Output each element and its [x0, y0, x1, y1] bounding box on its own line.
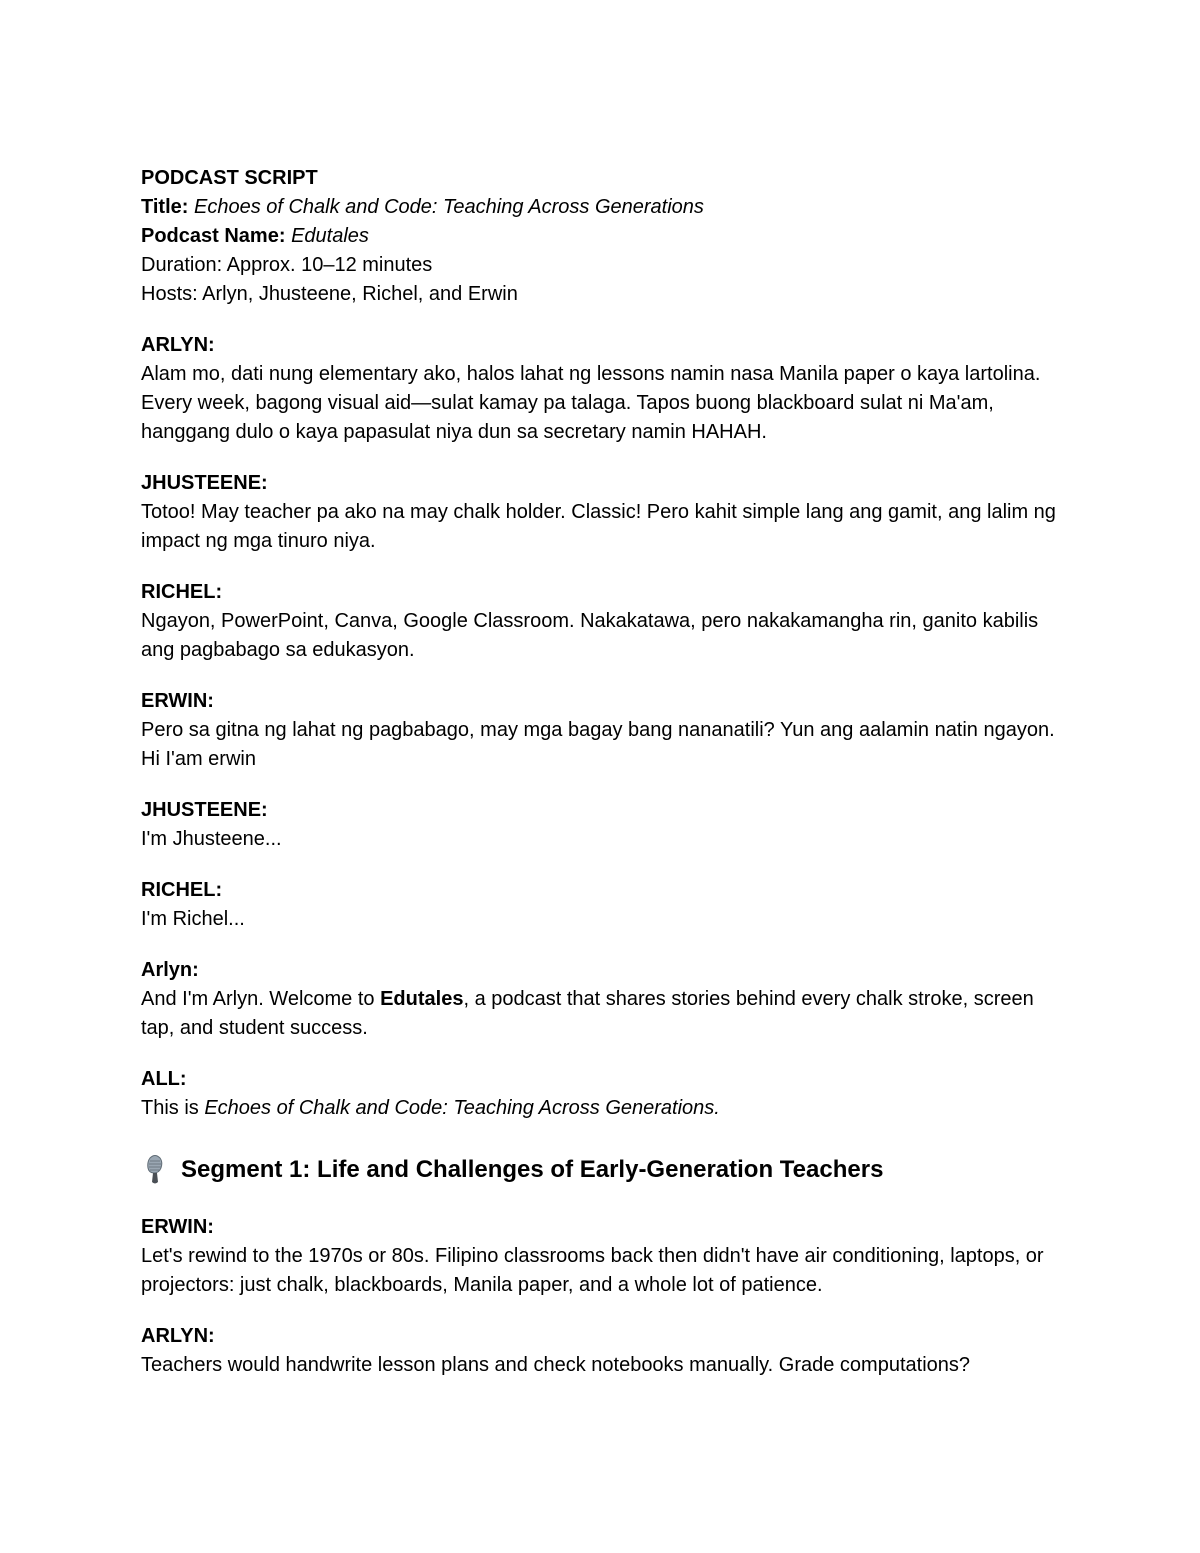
dialogue-block [141, 578, 1061, 665]
script-heading: PODCAST SCRIPT [141, 167, 318, 189]
dialogue-block [141, 796, 1061, 854]
segment-title: Segment 1: Life and Challenges of Early-Generation Teachers [181, 1156, 884, 1183]
speaker-label: RICHEL: [141, 581, 223, 603]
speech-text [141, 985, 1061, 1043]
speech-text-part: This is [141, 1097, 205, 1119]
speech-text [141, 1094, 1061, 1123]
podcast-name-line [141, 222, 1061, 251]
microphone-icon [141, 1154, 169, 1186]
dialogue-block [141, 687, 1061, 774]
speaker-label: JHUSTEENE: [141, 799, 268, 821]
dialogue-block [141, 331, 1061, 447]
speech-text: Pero sa gitna ng lahat ng pagbabago, may mga bagay bang nananatili? Yun ang aalamin natin ngayon. Hi I'am erwin [141, 719, 1055, 770]
speech-text: I'm Jhusteene... [141, 828, 282, 850]
dialogue-block-all [141, 1065, 1061, 1123]
duration-line: Duration: Approx. 10–12 minutes [141, 254, 433, 276]
podcast-name-label: Podcast Name: [141, 225, 286, 247]
speech-text: Let's rewind to the 1970s or 80s. Filipino classrooms back then didn't have air conditioning, laptops, or projectors: just chalk, blackboards, Manila paper, and a whole lot of patience. [141, 1245, 1044, 1296]
speech-text: Ngayon, PowerPoint, Canva, Google Classroom. Nakakatawa, pero nakakamangha rin, ganito kabilis ang pagbabago sa edukasyon. [141, 610, 1039, 661]
speaker-label: ARLYN: [141, 334, 215, 356]
speaker-label: ARLYN: [141, 1325, 215, 1347]
dialogue-block [141, 1322, 1061, 1380]
speech-text-part: , a podcast that shares stories behind every chalk stroke, screen tap, and student success. [141, 988, 1034, 1039]
dialogue-block [141, 469, 1061, 556]
speaker-label: Arlyn: [141, 959, 199, 981]
speech-text: Teachers would handwrite lesson plans and check notebooks manually. Grade computations? [141, 1354, 971, 1376]
speaker-label: ERWIN: [141, 690, 214, 712]
speech-text-part: And I'm Arlyn. Welcome to [141, 988, 381, 1010]
podcast-name-emphasis: Edutales [380, 988, 464, 1010]
speech-text: I'm Richel... [141, 908, 245, 930]
speech-text: Totoo! May teacher pa ako na may chalk holder. Classic! Pero kahit simple lang ang gamit, ang lalim ng impact ng mga tinuro niya. [141, 501, 1056, 552]
speaker-label: RICHEL: [141, 879, 223, 901]
title-line [141, 193, 1061, 222]
hosts-line: Hosts: Arlyn, Jhusteene, Richel, and Erwin [141, 283, 518, 305]
podcast-name-value: Edutales [291, 225, 369, 247]
title-label: Title: [141, 196, 189, 218]
title-value: Echoes of Chalk and Code: Teaching Across Generations [193, 196, 704, 218]
script-header [141, 164, 1061, 309]
segment-heading [141, 1153, 1061, 1187]
document-page [141, 164, 1061, 1380]
speaker-label: ALL: [141, 1068, 187, 1090]
dialogue-block [141, 876, 1061, 934]
dialogue-block [141, 1213, 1061, 1300]
speaker-label: JHUSTEENE: [141, 472, 268, 494]
dialogue-block-arlyn-intro [141, 956, 1061, 1043]
episode-title-emphasis: Echoes of Chalk and Code: Teaching Across Generations. [204, 1097, 720, 1119]
speaker-label: ERWIN: [141, 1216, 214, 1238]
speech-text: Alam mo, dati nung elementary ako, halos lahat ng lessons namin nasa Manila paper o kaya lartolina. Every week, bagong visual aid—sulat kamay pa talaga. Tapos buong blackboard sulat ni Ma'am, hanggang dulo o kaya papasulat niya dun sa secretary namin HAHAH. [141, 363, 1041, 443]
